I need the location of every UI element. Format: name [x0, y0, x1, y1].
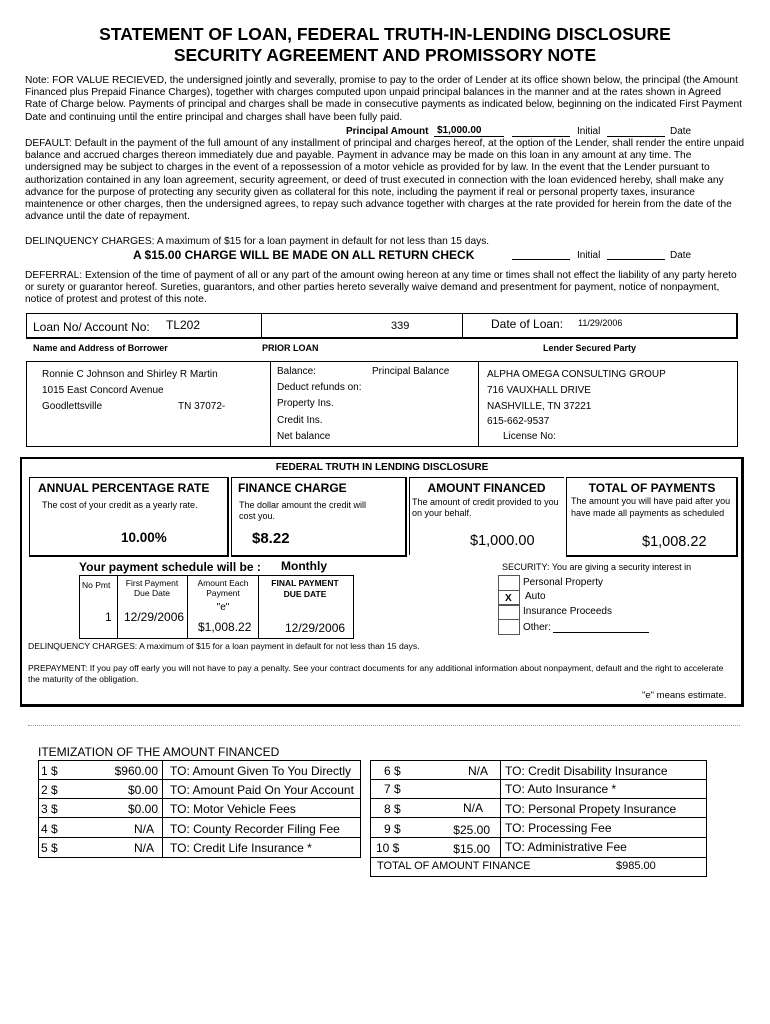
schedule-label: Your payment schedule will be :: [79, 560, 261, 574]
lender-street: 716 VAUXHALL DRIVE: [487, 385, 591, 396]
item-9-label: TO: Processing Fee: [505, 821, 612, 835]
amount-financed-title: AMOUNT FINANCED: [427, 481, 546, 495]
principal-initial-field[interactable]: [512, 136, 570, 137]
return-check-notice: A $15.00 CHARGE WILL BE MADE ON ALL RETURN CHECK: [133, 248, 475, 262]
loan-number-label: Loan No/ Account No:: [33, 320, 150, 334]
apr-description: The cost of your credit as a yearly rate.: [42, 500, 198, 510]
principal-initial-label: Initial: [577, 126, 601, 137]
item-10-amount: $15.00: [453, 842, 490, 856]
item-4-label: TO: County Recorder Filing Fee: [170, 822, 340, 836]
schedule-estimate-mark: "e": [216, 602, 230, 613]
finance-charge-description: The dollar amount the credit will cost you.: [239, 500, 367, 521]
apr-value: 10.00%: [121, 530, 167, 545]
item-6-number: 6 $: [384, 764, 401, 778]
return-check-initial-label: Initial: [577, 250, 601, 261]
item-6-label: TO: Credit Disability Insurance: [505, 764, 668, 778]
page-subtitle: SECURITY AGREEMENT AND PROMISSORY NOTE: [173, 45, 597, 65]
item-3-number: 3 $: [41, 802, 58, 816]
item-7-number: 7 $: [384, 782, 401, 796]
security-other-label: Other:: [523, 622, 551, 633]
return-check-date-field[interactable]: [607, 259, 665, 260]
schedule-first-date: 12/29/2006: [124, 610, 185, 624]
prior-deduct-label: Deduct refunds on:: [277, 382, 362, 393]
schedule-col-first: First Payment Due Date: [125, 578, 179, 598]
schedule-number: 1: [105, 610, 112, 624]
finance-charge-title: FINANCE CHARGE: [238, 481, 347, 495]
item-9-amount: $25.00: [453, 823, 490, 837]
schedule-col-amount: Amount Each Payment: [197, 578, 249, 598]
prior-net-label: Net balance: [277, 431, 331, 442]
security-auto-mark: X: [505, 593, 512, 604]
borrower-name: Ronnie C Johnson and Shirley R Martin: [42, 369, 218, 380]
itemization-total-label: TOTAL OF AMOUNT FINANCE: [377, 860, 531, 872]
item-9-number: 9 $: [384, 822, 401, 836]
security-auto-label: Auto: [525, 591, 546, 602]
borrower-city: Goodlettsville: [42, 401, 103, 412]
total-payments-title: TOTAL OF PAYMENTS: [588, 481, 716, 495]
lender-header: Lender Secured Party: [543, 343, 637, 353]
item-3-label: TO: Motor Vehicle Fees: [170, 802, 296, 816]
apr-title: ANNUAL PERCENTAGE RATE: [38, 481, 210, 495]
prior-property-label: Property Ins.: [277, 398, 334, 409]
item-1-label: TO: Amount Given To You Directly: [170, 764, 351, 778]
item-2-amount: $0.00: [127, 783, 158, 797]
lender-name: ALPHA OMEGA CONSULTING GROUP: [487, 369, 666, 380]
prior-loan-header: PRIOR LOAN: [262, 343, 319, 353]
item-3-amount: $0.00: [127, 802, 158, 816]
estimate-note: "e" means estimate.: [642, 690, 727, 701]
borrower-street: 1015 East Concord Avenue: [42, 385, 164, 396]
loan-date-value[interactable]: 11/29/2006: [578, 318, 623, 328]
total-payments-value: $1,008.22: [642, 534, 707, 550]
lender-city: NASHVILLE, TN 37221: [487, 401, 592, 412]
item-8-label: TO: Personal Propety Insurance: [505, 802, 677, 816]
default-paragraph: DEFAULT: Default in the payment of the full amount of any installment of principal and charges hereof, at the option of the Lender, shall render the entire unpaid balance and accrued charges thereon immediately due and payable. Payment in advance may be made on this loan in any amount at any time. The undersigned may be subject to charges in the event of a repossession of a motor vehicle as provided for by law. In the event that the Lender pursuant to authorization contained in any loan agreement, security agreement, or deed of trust executed in connection with the loan evidenced hereby, shall make any advance for the purpose of protecting any security given as collateral for this note, including the payment if real or personal property taxes, insurance maintenence or other charges, then the undersigned agrees, to repay such advance together with charges at the rate provided for herein from the date of the advance until the date of repayment.: [25, 138, 745, 223]
item-5-amount: N/A: [133, 841, 154, 855]
item-10-label: TO: Administrative Fee: [505, 840, 627, 854]
principal-amount-label: Principal Amount: [346, 126, 429, 137]
schedule-amount: $1,008.22: [198, 620, 252, 634]
principal-date-label: Date: [670, 126, 692, 137]
divider: [28, 725, 740, 726]
schedule-frequency: Monthly: [281, 559, 327, 573]
borrower-state-zip: TN 37072-: [178, 401, 226, 412]
note-paragraph: Note: FOR VALUE RECIEVED, the undersigned jointly and severally, promise to pay to the order of Lender at its office shown below, the principal (the Amount Financed plus Prepaid Finance Charges), together with charges computed upon unpaid principal balances in the manner and at the rates shown in Agreed Rate of Charge below. Payments of principal and charges shall be made in consecutive payments as indicated below, beginning on the indicated First Payment Date and continuing until the entire principal and charges shall have been fully paid.: [25, 75, 742, 123]
security-insurance-checkbox[interactable]: [498, 604, 520, 620]
security-personal-checkbox[interactable]: [498, 575, 520, 591]
security-insurance-label: Insurance Proceeds: [523, 606, 612, 617]
prior-principal-balance-label: Principal Balance: [372, 366, 450, 377]
tila-heading: FEDERAL TRUTH IN LENDING DISCLOSURE: [275, 462, 489, 473]
principal-amount-value: $1,000.00: [437, 125, 482, 136]
delinquency-text: DELINQUENCY CHARGES: A maximum of $15 for a loan payment in default for not less than 15 days.: [25, 236, 490, 247]
loan-date-label: Date of Loan:: [491, 317, 564, 331]
item-1-amount: $960.00: [114, 764, 158, 778]
item-8-amount: N/A: [462, 801, 483, 815]
prior-balance-label: Balance:: [277, 366, 316, 377]
security-personal-label: Personal Property: [523, 577, 604, 588]
item-10-number: 10 $: [376, 841, 400, 855]
item-2-label: TO: Amount Paid On Your Account: [170, 783, 354, 797]
item-6-amount: N/A: [467, 764, 488, 778]
schedule-col-no: No Pmt: [82, 580, 111, 590]
item-1-number: 1 $: [41, 764, 58, 778]
amount-financed-value: $1,000.00: [470, 533, 535, 549]
security-other-field[interactable]: [553, 632, 649, 633]
prior-credit-label: Credit Ins.: [277, 415, 323, 426]
page-title: STATEMENT OF LOAN, FEDERAL TRUTH-IN-LENDING DISCLOSURE: [99, 24, 671, 44]
security-heading: SECURITY: You are giving a security interest in: [502, 562, 692, 572]
return-check-date-label: Date: [670, 250, 692, 261]
schedule-col-final: FINAL PAYMENT DUE DATE: [271, 578, 339, 599]
finance-charge-value: $8.22: [252, 530, 290, 547]
item-8-number: 8 $: [384, 802, 401, 816]
lender-license-label: License No:: [503, 431, 556, 442]
item-2-number: 2 $: [41, 783, 58, 797]
lender-phone: 615-662-9537: [487, 416, 550, 427]
return-check-initial-field[interactable]: [512, 259, 570, 260]
item-4-amount: N/A: [133, 822, 154, 836]
item-7-label: TO: Auto Insurance *: [505, 782, 617, 796]
item-4-number: 4 $: [41, 822, 58, 836]
prepayment-text: PREPAYMENT: If you pay off early you will not have to pay a penalty. See your contract documents for any additional information about nonpayment, default and the right to accelerate the maturity of the obligation.: [28, 663, 724, 684]
item-5-number: 5 $: [41, 841, 58, 855]
borrower-header: Name and Address of Borrower: [33, 343, 168, 353]
itemization-total-value: $985.00: [616, 860, 656, 872]
amount-financed-description: The amount of credit provided to you on your behalf.: [412, 497, 559, 518]
itemization-title: ITEMIZATION OF THE AMOUNT FINANCED: [38, 745, 280, 759]
loan-number-value[interactable]: TL202: [166, 318, 201, 332]
account-number-value[interactable]: 339: [391, 320, 410, 332]
total-payments-description: The amount you will have paid after you have made all payments as scheduled: [571, 496, 731, 518]
schedule-final-date: 12/29/2006: [285, 621, 346, 635]
tila-delinquency-text: DELINQUENCY CHARGES: A maximum of $15 for a loan payment in default for not less than 15 days.: [28, 641, 420, 651]
principal-date-field[interactable]: [607, 136, 665, 137]
item-5-label: TO: Credit Life Insurance *: [170, 841, 312, 855]
deferral-paragraph: DEFERRAL: Extension of the time of payment of all or any part of the amount owing hereon at any time or times shall not effect the liability of any party hereto or surety or guarantor hereof. Sureties, guarantors, and other parties hereto severally waive demand and presentment for payment, notice of nonpayment, notice of protest and protest of this note.: [25, 270, 737, 306]
security-other-checkbox[interactable]: [498, 619, 520, 635]
